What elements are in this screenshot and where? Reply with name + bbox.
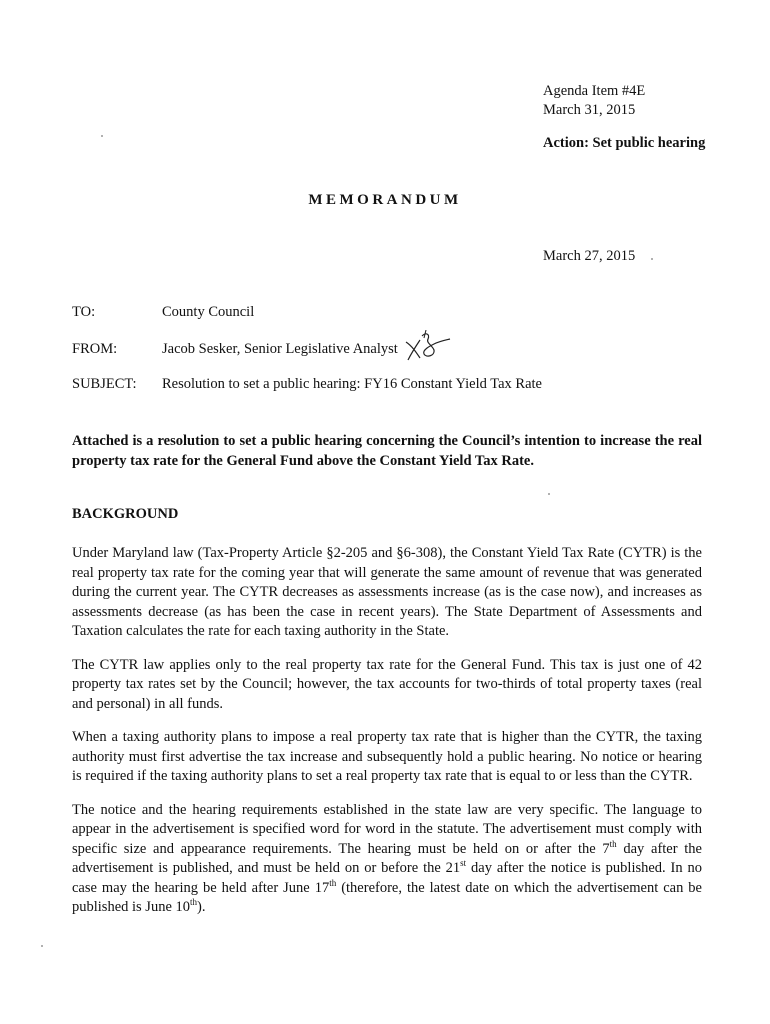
background-paragraph-3: When a taxing authority plans to impose a real property tax rate that is higher than the CYTR, the taxing authority must first advertise the tax increase and subsequently hold a public hearing. No notice or hearing is required if the taxing authority plans to set a real property tax rate that is equal to or less than the CYTR. bbox=[72, 729, 702, 784]
subject-label: SUBJECT: bbox=[72, 376, 137, 392]
memo-title: MEMORANDUM bbox=[308, 192, 462, 208]
intro-paragraph: Attached is a resolution to set a public hearing concerning the Council’s intention to increase the real property tax rate for the General Fund above the Constant Yield Tax Rate. bbox=[72, 433, 702, 469]
background-paragraph-2: The CYTR law applies only to the real property tax rate for the General Fund. This tax is just one of 42 property tax rates set by the Council; however, the tax accounts for two-thirds of total property taxes (real and personal) in all funds. bbox=[72, 656, 702, 712]
background-paragraph-4: The notice and the hearing requirements established in the state law are very specific. The language to appear in the advertisement is specified word for word in the statute. The advertisement must comply with specific size and appearance requirements. The hearing must be held on or after the 7th day after the advertisement is published, and must be held on or before the 21st day after the notice is published. In no case may the hearing be held after June 17th (therefore, the latest date on which the advertisement can be published is June 10th). bbox=[72, 801, 702, 915]
to-label: TO: bbox=[72, 304, 96, 320]
background-paragraph-1: Under Maryland law (Tax-Property Article §2-205 and §6-308), the Constant Yield Tax Rate (CYTR) is the real property tax rate for the coming year that will generate the same amount of revenue that was generated during the current year. The CYTR decreases as assessments increase (as is the case now), and increases as assessments decrease (as has been the case in recent years). The State Department of Assessments and Taxation calculates the rate for each taxing authority in the State. bbox=[72, 545, 702, 639]
from-value: Jacob Sesker, Senior Legislative Analyst bbox=[162, 341, 398, 357]
memo-date: March 27, 2015 bbox=[543, 248, 636, 264]
background-body bbox=[72, 544, 702, 932]
to-value: County Council bbox=[162, 304, 255, 320]
from-label: FROM: bbox=[72, 341, 118, 357]
agenda-date: March 31, 2015 bbox=[543, 102, 636, 118]
scan-speck bbox=[651, 258, 653, 260]
scan-speck bbox=[101, 135, 103, 137]
scan-speck bbox=[548, 493, 550, 495]
agenda-header bbox=[543, 82, 705, 153]
scan-speck bbox=[41, 945, 43, 947]
agenda-item: Agenda Item #4E bbox=[543, 83, 646, 99]
agenda-action: Action: Set public hearing bbox=[543, 135, 706, 151]
background-heading: BACKGROUND bbox=[72, 506, 179, 522]
subject-value: Resolution to set a public hearing: FY16 Constant Yield Tax Rate bbox=[162, 376, 542, 392]
initials-signature bbox=[404, 330, 454, 364]
